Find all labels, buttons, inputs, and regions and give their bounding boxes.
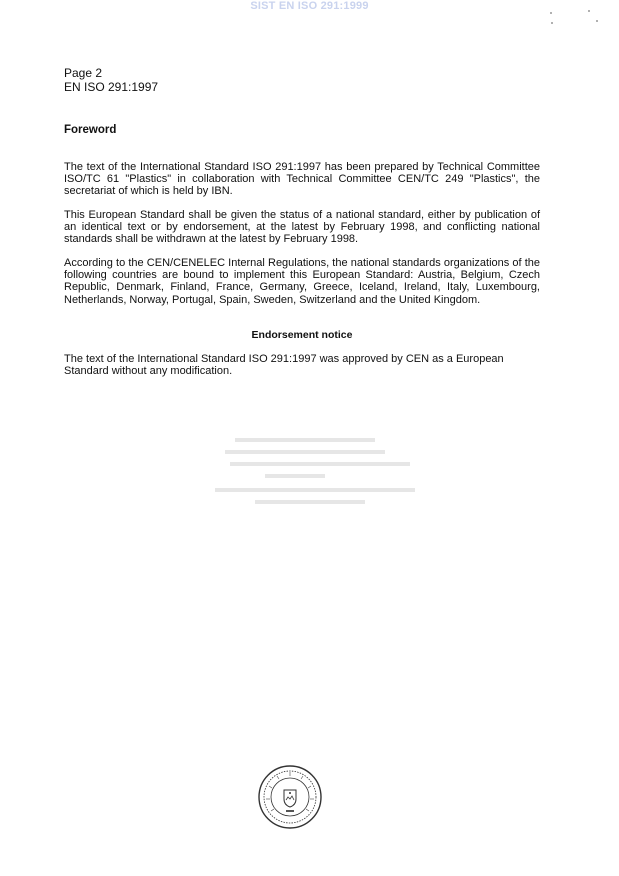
scan-speck	[551, 22, 553, 24]
official-seal-icon	[257, 764, 323, 830]
page-number: Page 2	[64, 66, 103, 80]
watermark: SIST EN ISO 291:1999	[250, 0, 369, 12]
endorsement-title: Endorsement notice	[251, 329, 353, 341]
foreword-title: Foreword	[64, 124, 117, 136]
bleed-through-artifact	[175, 432, 435, 515]
scan-speck	[588, 10, 590, 12]
endorsement-text: The text of the International Standard ISO 291:1997 was approved by CEN as a European Standard without any modification.	[64, 353, 504, 378]
foreword-paragraph-3: According to the CEN/CENELEC Internal Regulations, the national standards organizations of the following countries are bound to implement this European Standard: Austria, Belgium, Czech Republic, Denmark, Finland, France, Germany, Greece, Iceland, Ireland, Italy, Luxembourg, Netherlands, Norway, Portugal, Spain, Sweden, Switzerland and the United Kingdom.	[64, 257, 540, 306]
foreword-paragraph-2: This European Standard shall be given the status of a national standard, either by publication of an identical text or by endorsement, at the latest by February 1998, and conflicting national standards shall be withdrawn at the latest by February 1998.	[64, 209, 540, 246]
bleed-through-marks	[175, 432, 435, 512]
scan-speck	[550, 12, 552, 14]
foreword-paragraph-1: The text of the International Standard ISO 291:1997 has been prepared by Technical Committee ISO/TC 61 "Plastics" in collaboration with Technical Committee CEN/TC 249 "Plastics", the secretariat of which is held by IBN.	[64, 161, 540, 198]
scan-speck	[596, 20, 598, 22]
standard-number: EN ISO 291:1997	[64, 80, 159, 94]
